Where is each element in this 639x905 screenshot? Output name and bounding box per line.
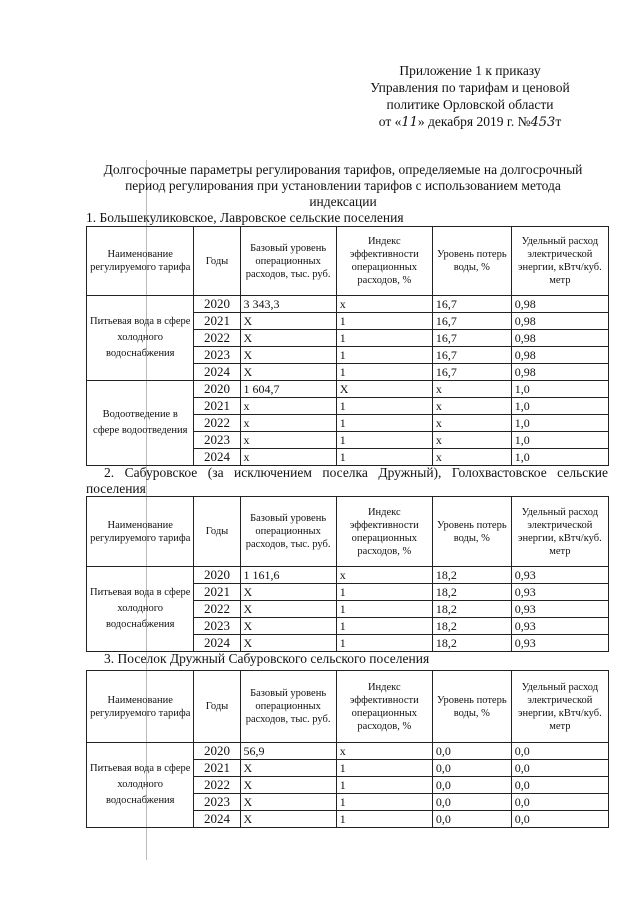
water-loss-cell: x — [432, 449, 511, 466]
service-name: Питьевая вода в сфере холодного водоснабжения — [87, 296, 194, 381]
year-cell: 2024 — [194, 811, 240, 828]
energy-rate-cell: 0,98 — [511, 330, 608, 347]
header-row — [87, 227, 609, 296]
year-cell: 2021 — [194, 313, 240, 330]
header-loss: Уровень потерь воды, % — [432, 227, 511, 296]
water-loss-cell: 0,0 — [432, 777, 511, 794]
efficiency-index-cell: 1 — [336, 601, 432, 618]
base-cost-cell: X — [240, 313, 336, 330]
energy-rate-cell: 1,0 — [511, 415, 608, 432]
energy-rate-cell: 1,0 — [511, 449, 608, 466]
year-cell: 2022 — [194, 601, 240, 618]
energy-rate-cell: 1,0 — [511, 381, 608, 398]
water-loss-cell: 18,2 — [432, 567, 511, 584]
base-cost-cell: X — [240, 618, 336, 635]
header-loss: Уровень потерь воды, % — [432, 497, 511, 567]
base-cost-cell: 3 343,3 — [240, 296, 336, 313]
efficiency-index-cell: x — [336, 296, 432, 313]
year-cell: 2021 — [194, 398, 240, 415]
base-cost-cell: X — [240, 330, 336, 347]
efficiency-index-cell: X — [336, 381, 432, 398]
energy-rate-cell: 0,0 — [511, 743, 608, 760]
efficiency-index-cell: x — [336, 743, 432, 760]
year-cell: 2022 — [194, 777, 240, 794]
base-cost-cell: X — [240, 777, 336, 794]
table-row — [87, 567, 609, 584]
handwritten-number: 453 — [530, 115, 556, 130]
header-service: Наименование регулируемого тарифа — [87, 227, 194, 296]
efficiency-index-cell: 1 — [336, 584, 432, 601]
year-cell: 2024 — [194, 635, 240, 652]
base-cost-cell: X — [240, 347, 336, 364]
title-line-2: период регулирования при установлении тарифов с использованием метода — [125, 178, 561, 193]
base-cost-cell: x — [240, 398, 336, 415]
header-base: Базовый уровень операционных расходов, тыс. руб. — [240, 671, 336, 743]
efficiency-index-cell: 1 — [336, 618, 432, 635]
year-cell: 2022 — [194, 330, 240, 347]
table-row — [87, 381, 609, 398]
year-cell: 2021 — [194, 584, 240, 601]
header-index: Индекс эффективности операционных расходов, % — [336, 671, 432, 743]
efficiency-index-cell: 1 — [336, 330, 432, 347]
date-middle: » декабря 2019 г. № — [417, 114, 531, 129]
service-name: Питьевая вода в сфере холодного водоснабжения — [87, 743, 194, 828]
header-years: Годы — [194, 497, 240, 567]
appendix-block — [350, 62, 590, 131]
table-row — [87, 296, 609, 313]
base-cost-cell: X — [240, 601, 336, 618]
title-line-1: Долгосрочные параметры регулирования тарифов, определяемые на долгосрочный — [103, 162, 583, 177]
efficiency-index-cell: x — [336, 567, 432, 584]
header-service: Наименование регулируемого тарифа — [87, 497, 194, 567]
base-cost-cell: X — [240, 760, 336, 777]
water-loss-cell: x — [432, 381, 511, 398]
appendix-date-line — [350, 113, 590, 131]
efficiency-index-cell: 1 — [336, 313, 432, 330]
document-title — [78, 162, 608, 210]
water-loss-cell: x — [432, 415, 511, 432]
base-cost-cell: X — [240, 364, 336, 381]
base-cost-cell: X — [240, 635, 336, 652]
base-cost-cell: X — [240, 794, 336, 811]
number-suffix: т — [555, 114, 562, 129]
section-3-table — [86, 670, 609, 828]
energy-rate-cell: 0,0 — [511, 811, 608, 828]
year-cell: 2023 — [194, 618, 240, 635]
section-1-table — [86, 226, 609, 466]
energy-rate-cell: 0,0 — [511, 777, 608, 794]
header-row — [87, 671, 609, 743]
efficiency-index-cell: 1 — [336, 432, 432, 449]
energy-rate-cell: 1,0 — [511, 432, 608, 449]
year-cell: 2020 — [194, 743, 240, 760]
energy-rate-cell: 0,93 — [511, 618, 608, 635]
header-index: Индекс эффективности операционных расходов, % — [336, 227, 432, 296]
efficiency-index-cell: 1 — [336, 347, 432, 364]
base-cost-cell: 1 161,6 — [240, 567, 336, 584]
header-base: Базовый уровень операционных расходов, тыс. руб. — [240, 227, 336, 296]
base-cost-cell: x — [240, 432, 336, 449]
energy-rate-cell: 0,98 — [511, 296, 608, 313]
appendix-line-2: Управления по тарифам и ценовой — [370, 80, 570, 95]
handwritten-day: 11 — [401, 115, 418, 130]
service-name: Водоотведение в сфере водоотведения — [87, 381, 194, 466]
water-loss-cell: 16,7 — [432, 296, 511, 313]
water-loss-cell: x — [432, 432, 511, 449]
header-years: Годы — [194, 227, 240, 296]
efficiency-index-cell: 1 — [336, 364, 432, 381]
efficiency-index-cell: 1 — [336, 794, 432, 811]
year-cell: 2020 — [194, 296, 240, 313]
header-row — [87, 497, 609, 567]
year-cell: 2023 — [194, 432, 240, 449]
water-loss-cell: 0,0 — [432, 743, 511, 760]
header-energy: Удельный расход электрической энергии, кВтч/куб. метр — [511, 227, 608, 296]
section-2-table — [86, 496, 609, 652]
base-cost-cell: x — [240, 415, 336, 432]
water-loss-cell: 16,7 — [432, 347, 511, 364]
header-index: Индекс эффективности операционных расходов, % — [336, 497, 432, 567]
date-prefix: от « — [378, 114, 402, 129]
efficiency-index-cell: 1 — [336, 635, 432, 652]
efficiency-index-cell: 1 — [336, 398, 432, 415]
year-cell: 2024 — [194, 449, 240, 466]
header-years: Годы — [194, 671, 240, 743]
energy-rate-cell: 1,0 — [511, 398, 608, 415]
energy-rate-cell: 0,93 — [511, 635, 608, 652]
service-name: Питьевая вода в сфере холодного водоснабжения — [87, 567, 194, 652]
energy-rate-cell: 0,98 — [511, 313, 608, 330]
year-cell: 2020 — [194, 567, 240, 584]
water-loss-cell: 16,7 — [432, 330, 511, 347]
year-cell: 2023 — [194, 794, 240, 811]
energy-rate-cell: 0,0 — [511, 760, 608, 777]
efficiency-index-cell: 1 — [336, 760, 432, 777]
base-cost-cell: X — [240, 811, 336, 828]
scan-artifact-line — [146, 160, 147, 860]
year-cell: 2021 — [194, 760, 240, 777]
header-energy: Удельный расход электрической энергии, кВтч/куб. метр — [511, 671, 608, 743]
water-loss-cell: 0,0 — [432, 811, 511, 828]
base-cost-cell: X — [240, 584, 336, 601]
water-loss-cell: 0,0 — [432, 794, 511, 811]
energy-rate-cell: 0,93 — [511, 567, 608, 584]
year-cell: 2020 — [194, 381, 240, 398]
energy-rate-cell: 0,0 — [511, 794, 608, 811]
efficiency-index-cell: 1 — [336, 449, 432, 466]
water-loss-cell: 18,2 — [432, 618, 511, 635]
year-cell: 2023 — [194, 347, 240, 364]
header-loss: Уровень потерь воды, % — [432, 671, 511, 743]
header-base: Базовый уровень операционных расходов, тыс. руб. — [240, 497, 336, 567]
section-2-heading: 2. Сабуровское (за исключением поселка Дружный), Голохвастовское сельские поселения — [86, 465, 608, 496]
year-cell: 2024 — [194, 364, 240, 381]
section-3-heading: 3. Поселок Дружный Сабуровского сельского поселения — [104, 651, 430, 666]
water-loss-cell: 16,7 — [432, 364, 511, 381]
water-loss-cell: 18,2 — [432, 635, 511, 652]
energy-rate-cell: 0,93 — [511, 601, 608, 618]
water-loss-cell: 18,2 — [432, 601, 511, 618]
water-loss-cell: 16,7 — [432, 313, 511, 330]
section-1-heading: 1. Большекуликовское, Лавровское сельские поселения — [86, 210, 404, 225]
appendix-line-1: Приложение 1 к приказу — [399, 63, 541, 78]
efficiency-index-cell: 1 — [336, 415, 432, 432]
energy-rate-cell: 0,98 — [511, 364, 608, 381]
table-row — [87, 743, 609, 760]
appendix-line-3: политике Орловской области — [386, 97, 554, 112]
title-line-3: индексации — [309, 194, 377, 209]
efficiency-index-cell: 1 — [336, 777, 432, 794]
base-cost-cell: 56,9 — [240, 743, 336, 760]
energy-rate-cell: 0,93 — [511, 584, 608, 601]
header-service: Наименование регулируемого тарифа — [87, 671, 194, 743]
base-cost-cell: x — [240, 449, 336, 466]
base-cost-cell: 1 604,7 — [240, 381, 336, 398]
water-loss-cell: x — [432, 398, 511, 415]
header-energy: Удельный расход электрической энергии, кВтч/куб. метр — [511, 497, 608, 567]
year-cell: 2022 — [194, 415, 240, 432]
water-loss-cell: 0,0 — [432, 760, 511, 777]
water-loss-cell: 18,2 — [432, 584, 511, 601]
efficiency-index-cell: 1 — [336, 811, 432, 828]
energy-rate-cell: 0,98 — [511, 347, 608, 364]
